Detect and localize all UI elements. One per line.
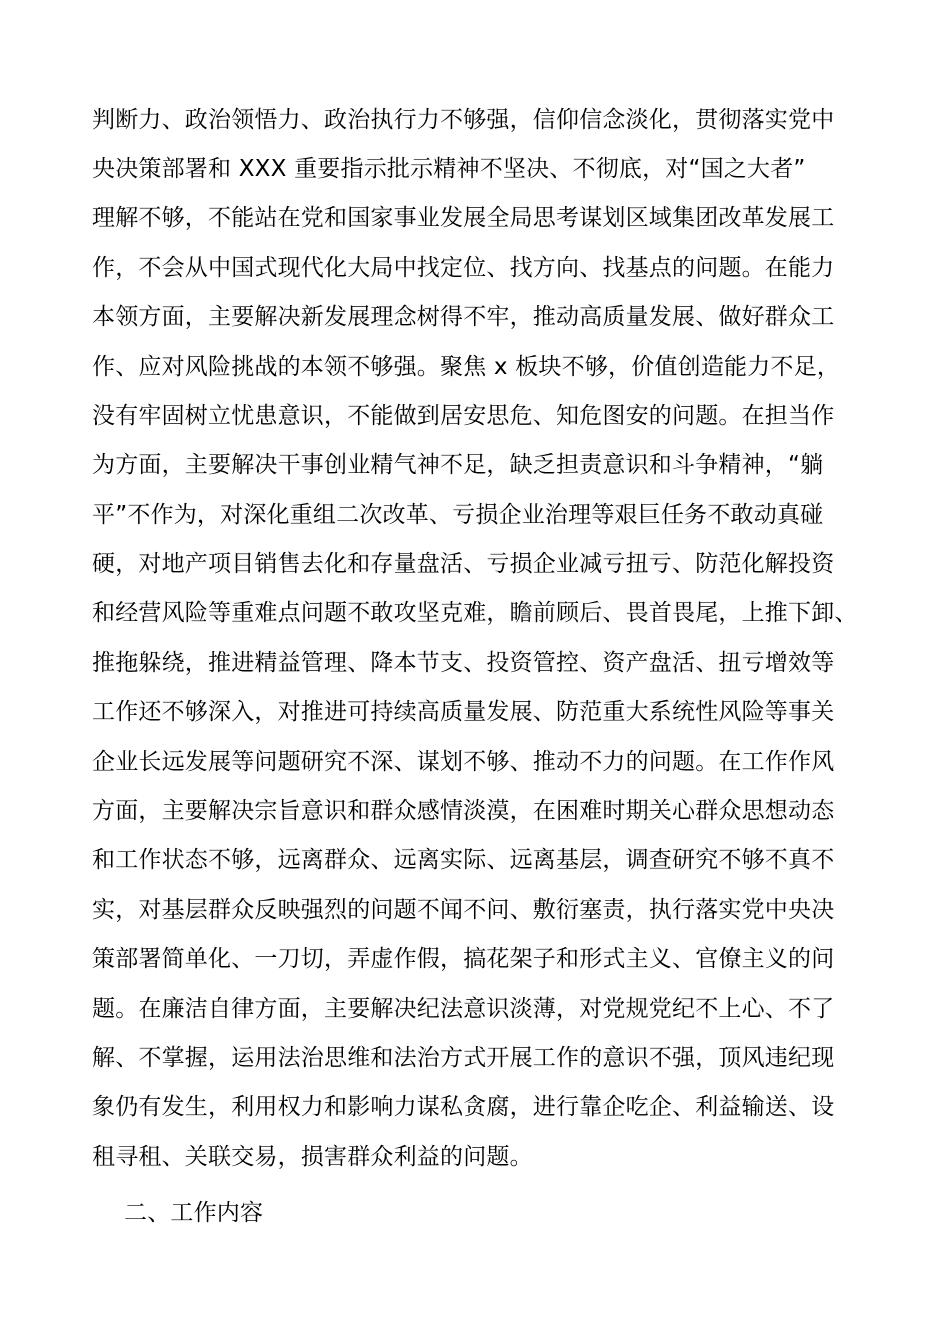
- paragraph-line: 为方面，主要解决干事创业精气神不足，缺乏担责意识和斗争精神，“躺: [92, 452, 824, 478]
- paragraph-line: 硬，对地产项目销售去化和存量盘活、亏损企业减亏扭亏、防范化解投资: [92, 551, 835, 577]
- paragraph-line: 实，对基层群众反映强烈的问题不闻不问、敷衍塞责，执行落实党中央决: [92, 897, 835, 923]
- paragraph-line: 题。在廉洁自律方面，主要解决纪法意识淡薄，对党规党纪不上心、不了: [92, 996, 835, 1022]
- paragraph-line: 作，不会从中国式现代化大局中找定位、找方向、找基点的问题。在能力: [92, 255, 835, 281]
- paragraph-line: 本领方面，主要解决新发展理念树得不牢，推动高质量发展、做好群众工: [92, 304, 835, 330]
- paragraph-line: 策部署简单化、一刀切，弄虚作假，搞花架子和形式主义、官僚主义的问: [92, 946, 835, 972]
- paragraph-line: 和经营风险等重难点问题不敢攻坚克难，瞻前顾后、畏首畏尾，上推下卸、: [92, 600, 858, 626]
- paragraph-line: 理解不够，不能站在党和国家事业发展全局思考谋划区域集团改革发展工: [92, 205, 835, 231]
- section-heading: 二、工作内容: [124, 1200, 264, 1226]
- paragraph-line: 推拖躲绕，推进精益管理、降本节支、投资管控、资产盘活、扭亏增效等: [92, 650, 835, 676]
- paragraph-line: 象仍有发生，利用权力和影响力谋私贪腐，进行靠企吃企、利益输送、设: [92, 1094, 835, 1120]
- paragraph-line: 租寻租、关联交易，损害群众利益的问题。: [92, 1144, 533, 1170]
- paragraph-line: 作、应对风险挑战的本领不够强。聚焦 x 板块不够，价值创造能力不足，: [92, 354, 841, 380]
- paragraph-line: 工作还不够深入，对推进可持续高质量发展、防范重大系统性风险等事关: [92, 699, 835, 725]
- paragraph-line: 平”不作为，对深化重组二次改革、亏损企业治理等艰巨任务不敢动真碰: [92, 502, 824, 528]
- paragraph-line: 和工作状态不够，远离群众、远离实际、远离基层，调查研究不够不真不: [92, 847, 835, 873]
- paragraph-line: 方面，主要解决宗旨意识和群众感情淡漠，在困难时期关心群众思想动态: [92, 798, 835, 824]
- paragraph-line: 企业长远发展等问题研究不深、谋划不够、推动不力的问题。在工作作风: [92, 749, 835, 775]
- paragraph-line: 解、不掌握，运用法治思维和法治方式开展工作的意识不强，顶风违纪现: [92, 1045, 835, 1071]
- paragraph-line: 央决策部署和 XXX 重要指示批示精神不坚决、不彻底，对“国之大者”: [92, 156, 806, 182]
- paragraph-line: 判断力、政治领悟力、政治执行力不够强，信仰信念淡化，贯彻落实党中: [92, 107, 835, 133]
- paragraph-line: 没有牢固树立忧患意识，不能做到居安思危、知危图安的问题。在担当作: [92, 403, 835, 429]
